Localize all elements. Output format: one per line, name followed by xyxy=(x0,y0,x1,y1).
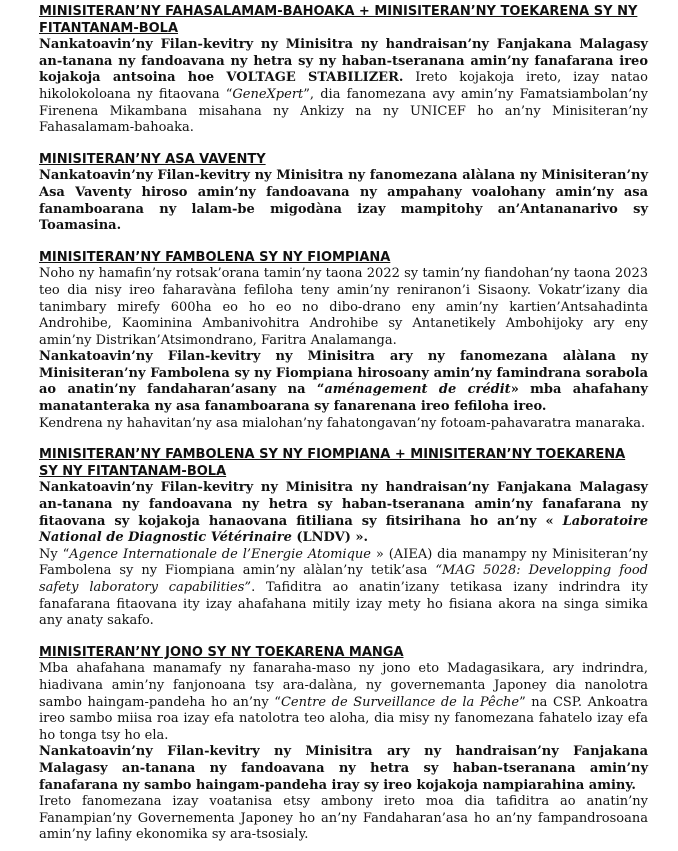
decision-paragraph: Nankatoavin’ny Filan-kevitry ny Minisitra ny fanomezana alàlana ny Minisiteran’ny Asa Vaventy hiroso amin’ny fandoavana ny ampahany voalohany amin’ny asa fanamboarana ny lalam-be migodàna izay mampitohy an’Antananarivo sy Toamasina. xyxy=(39,168,648,234)
decision-paragraph xyxy=(39,480,648,546)
section-agriculture xyxy=(39,250,648,433)
decision-paragraph xyxy=(39,349,648,415)
section-heading: MINISITERAN’NY JONO SY NY TOEKARENA MANGA xyxy=(39,644,404,660)
paragraph: Kendrena ny hahavitan’ny asa mialohan’ny fahatongavan’ny fotoam-pahavaratra manaraka. xyxy=(39,415,646,431)
section-public-works xyxy=(39,152,648,235)
body-text: Ireto kojakoja ireto, izay natao hikolokoloana ny fitaovana “ xyxy=(39,70,648,102)
decision-paragraph: Nankatoavin’ny Filan-kevitry ny Minisitra ary ny handraisan’ny Fanjakana Malagasy an-tanana ny fandoavana ny hetra sy haban-tseranana amin’ny fanafarana ny sambo haingam-pandeha iray sy ireo kojakoja nampiarahina aminy. xyxy=(39,744,648,793)
section-heading: MINISITERAN’NY FAMBOLENA SY NY FIOMPIANA xyxy=(39,249,391,265)
body-text: Ny “ xyxy=(39,546,70,562)
section-fisheries xyxy=(39,645,648,844)
body-text: ” na CSP. Ankoatra ireo sambo miisa roa izay efa natolotra teo aloha, dia misy ny fanomezana fahatelo izay efa ho tonga tsy ho ela. xyxy=(39,694,648,743)
body-text: . Tafiditra ao anatin’izany tetikasa izany indrindra ity fanafarana fitaovana ity izay ahafahana mitily izay mety ho fisiana akora na singa simika any anaty sakafo. xyxy=(39,580,648,629)
decision-text: Nankatoavin’ny Filan-kevitry ny Minisitra ary ny fanomezana alàlana ny Minisiteran’ny Fambolena sy ny Fiompiana hirosoany amin’ny famindrana sorabola ao anatin’ny fandaharan’asany na “ xyxy=(39,349,648,398)
section-heading: MINISITERAN’NY ASA VAVENTY xyxy=(39,151,266,167)
italic-term: aménagement de crédit xyxy=(324,382,511,398)
section-agriculture-economy xyxy=(39,447,648,630)
italic-term: GeneXpert xyxy=(232,86,304,102)
section-heading: MINISITERAN’NY FAMBOLENA SY NY FIOMPIANA + MINISITERAN’NY TOEKARENA SY NY FITANTANAM-BOLA xyxy=(39,447,626,479)
paragraph: Ireto fanomezana izay voatanisa etsy ambony ireto moa dia tafiditra ao anatin’ny Fanampian’ny Governementa Japoney ho an’ny Fandaharan’asa ho an’ny fampandrosoana amin’ny lafiny ekonomika sy ara-tsosialy. xyxy=(39,794,648,843)
italic-term: “MAG 5028: Developping food safety laboratory capabilities” xyxy=(39,563,648,595)
paragraph xyxy=(39,547,648,630)
paragraph: Noho ny hamafin’ny rotsak’orana tamin’ny taona 2022 sy tamin’ny fiandohan’ny taona 2023 teo dia nisy ireo faharavàna fefiloha teny amin’ny reniranon’i Sisaony. Vokatr’izany dia tanimbary mirefy 600ha eo ho eo no dibo-drano eny amin’ny kartien’Antsahadinta Androhibe, Kaominina Ambanivohitra Androhibe sy Antanetikely Ambohijoky ary eny amin’ny Distrikan’Atsimondrano, Faritra Analamanga. xyxy=(39,266,648,348)
italic-term: Agence Internationale de l’Energie Atomique xyxy=(69,546,371,562)
section-heading: MINISITERAN’NY FAHASALAMAM-BAHOAKA + MINISITERAN’NY TOEKARENA SY NY FITANTANAM-BOLA xyxy=(39,4,638,36)
italic-term: Centre de Surveillance de la Pêche xyxy=(280,694,520,710)
decision-text: (LNDV) ». xyxy=(291,530,369,546)
body-text: Mba ahafahana manamafy ny fanaraha-maso ny jono eto Madagasikara, ary indrindra, hiadivana amin’ny fanjonoana tsy ara-dalàna, ny governemanta Japoney dia nanolotra sambo haingam-pandeha ho an’ny “ xyxy=(39,661,648,710)
paragraph xyxy=(39,37,648,137)
decision-text: » mba ahafahany manatanteraka ny asa fanamboarana sy fanarenana ireo fefiloha ireo. xyxy=(39,382,648,415)
body-text: » (AIEA) dia manampy ny Minisiteran’ny Fambolena sy ny Fiompiana amin’ny alàlan’ny tetik’asa xyxy=(39,546,648,579)
italic-term: Laboratoire National de Diagnostic Vétérinaire xyxy=(39,513,648,546)
decision-text: Nankatoavin’ny Filan-kevitry ny Minisitra ny handraisan’ny Fanjakana Malagasy an-tanana ny fandoavana ny hetra sy haban-tseranana amin’ny fanafarana ny fitaovana sy kojakoja hanaovana fitiliana sy fitsirihana ho an’ny « xyxy=(39,480,648,529)
body-text: ”, dia fanomezana avy amin’ny Famatsiambolan’ny Firenena Mikambana misahana ny Ankizy na ny UNICEF ho an’ny Minisiteran’ny Fahasalamam-bahoaka. xyxy=(39,86,648,136)
paragraph xyxy=(39,661,648,744)
section-health-economy xyxy=(39,4,648,137)
decision-text: Nankatoavin’ny Filan-kevitry ny Minisitra ny handraisan’ny Fanjakana Malagasy an-tanana ny fandoavana ny hetra sy ny haban-tseranana amin’ny fanafarana ireo kojakoja antsoina hoe VOLTAGE STABILIZER. xyxy=(39,37,648,86)
